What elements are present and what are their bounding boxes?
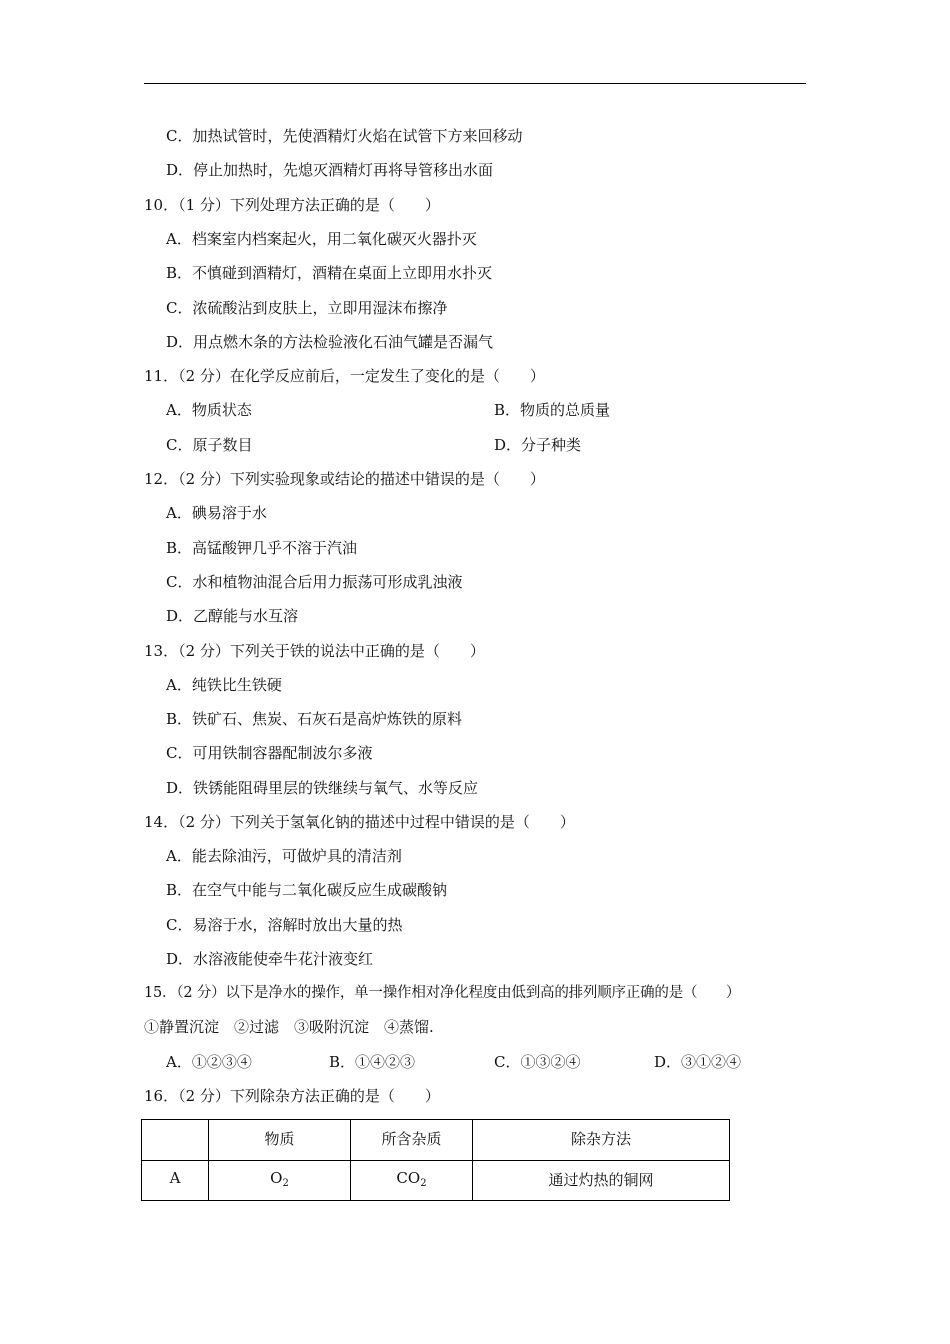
q15-option-b: B．①④②③ [329, 1053, 416, 1071]
formula-subscript: 2 [420, 1178, 427, 1189]
q11-option-d: D．分子种类 [494, 436, 582, 454]
q15-option-c: C．①③②④ [494, 1053, 581, 1071]
q11-option-c: C．原子数目 [166, 436, 253, 454]
q10-option-b: B．不慎碰到酒精灯，酒精在桌面上立即用水扑灭 [166, 264, 493, 282]
formula-subscript: 2 [282, 1178, 289, 1189]
table-cell-impurity [351, 1161, 473, 1201]
q14-option-b: B．在空气中能与二氧化碳反应生成碳酸钠 [166, 881, 448, 899]
q16-table [141, 1119, 730, 1201]
q13-stem: 13．（2 分）下列关于铁的说法中正确的是（ ） [144, 642, 485, 660]
q12-option-d: D．乙醇能与水互溶 [166, 607, 299, 625]
table-cell-substance [209, 1161, 351, 1201]
q12-option-c: C．水和植物油混合后用力振荡可形成乳浊液 [166, 573, 463, 591]
q11-option-b: B．物质的总质量 [494, 401, 611, 419]
q15-option-a: A．①②③④ [166, 1053, 252, 1071]
q12-option-a: A．碘易溶于水 [166, 504, 267, 522]
q14-stem: 14．（2 分）下列关于氢氧化钠的描述中过程中错误的是（ ） [144, 813, 575, 831]
q13-option-b: B．铁矿石、焦炭、石灰石是高炉炼铁的原料 [166, 710, 463, 728]
table-cell-method: 通过灼热的铜网 [473, 1161, 730, 1201]
q12-stem: 12．（2 分）下列实验现象或结论的描述中错误的是（ ） [144, 470, 545, 488]
q14-option-a: A．能去除油污，可做炉具的清洁剂 [166, 847, 402, 865]
header-rule [144, 83, 806, 84]
table-header-cell: 物质 [209, 1120, 351, 1161]
q13-option-d: D．铁锈能阻碍里层的铁继续与氧气、水等反应 [166, 779, 479, 797]
q11-stem: 11．（2 分）在化学反应前后，一定发生了变化的是（ ） [144, 367, 545, 385]
formula-main: CO [396, 1169, 421, 1187]
q9-option-c: C．加热试管时，先使酒精灯火焰在试管下方来回移动 [166, 127, 523, 145]
q14-option-c: C．易溶于水，溶解时放出大量的热 [166, 916, 403, 934]
q10-option-c: C．浓硫酸沾到皮肤上，立即用湿沫布擦净 [166, 299, 448, 317]
table-header-cell: 除杂方法 [473, 1120, 730, 1161]
q12-option-b: B．高锰酸钾几乎不溶于汽油 [166, 539, 358, 557]
q14-option-d: D．水溶液能使牵牛花汁液变红 [166, 950, 374, 968]
q10-option-d: D．用点燃木条的方法检验液化石油气罐是否漏气 [166, 333, 494, 351]
formula-main: O [270, 1169, 283, 1187]
q16-stem: 16．（2 分）下列除杂方法正确的是（ ） [144, 1087, 440, 1105]
table-header-row [142, 1120, 730, 1161]
q9-option-d: D．停止加热时，先熄灭酒精灯再将导管移出水面 [166, 161, 494, 179]
q15-steps: ①静置沉淀 ②过滤 ③吸附沉淀 ④蒸馏. [144, 1018, 434, 1036]
q15-option-d: D．③①②④ [654, 1053, 742, 1071]
q11-option-a: A．物质状态 [166, 401, 252, 419]
table-row [142, 1161, 730, 1201]
q10-option-a: A．档案室内档案起火，用二氧化碳灭火器扑灭 [166, 230, 477, 248]
table-cell-label: A [142, 1161, 209, 1201]
q13-option-a: A．纯铁比生铁硬 [166, 676, 282, 694]
table-header-cell [142, 1120, 209, 1161]
q13-option-c: C．可用铁制容器配制波尔多液 [166, 744, 373, 762]
q10-stem: 10．（1 分）下列处理方法正确的是（ ） [144, 196, 440, 214]
q15-stem: 15．（2 分）以下是净水的操作，单一操作相对净化程度由低到高的排列顺序正确的是（ ） [144, 985, 741, 1001]
table-header-cell: 所含杂质 [351, 1120, 473, 1161]
